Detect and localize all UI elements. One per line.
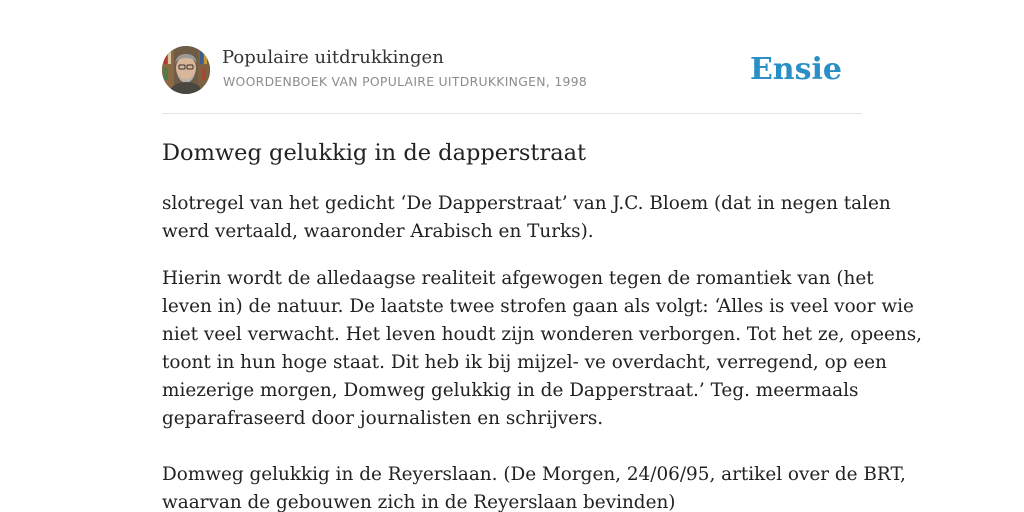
header-divider (162, 113, 862, 114)
entry-paragraph (162, 461, 906, 512)
text-line: miezerige morgen, Domweg gelukkig in de Dapperstraat.’ Teg. meermaals (162, 380, 859, 401)
source-subtitle: WOORDENBOEK VAN POPULAIRE UITDRUKKINGEN, 1998 (223, 74, 588, 89)
text-line: Domweg gelukkig in de Reyerslaan. (De Morgen, 24/06/95, artikel over de BRT, (162, 464, 906, 485)
text-line: werd vertaald, waaronder Arabisch en Turks). (162, 221, 594, 242)
entry-paragraph (162, 265, 923, 433)
entry-paragraph (162, 190, 891, 246)
text-line: waarvan de gebouwen zich in de Reyerslaan bevinden) (162, 492, 676, 512)
text-line: geparafraseerd door journalisten en schrijvers. (162, 408, 604, 429)
text-line: Hierin wordt de alledaagse realiteit afgewogen tegen de romantiek van (het (162, 268, 874, 289)
ensie-logo-link[interactable]: Ensie (749, 52, 842, 87)
author-avatar[interactable] (162, 46, 210, 94)
source-header (162, 46, 862, 98)
entry-body (162, 190, 923, 512)
entry-title: Domweg gelukkig in de dapperstraat (162, 140, 587, 166)
author-portrait-icon (162, 46, 210, 94)
paragraph-gap (162, 452, 862, 461)
source-title[interactable]: Populaire uitdrukkingen (222, 47, 444, 68)
text-line: niet veel verwacht. Het leven houdt zijn wonderen verborgen. Tot het ze, opeens, (162, 324, 923, 345)
text-line: toont in hun hoge staat. Dit heb ik bij mijzel- ve overdacht, verregend, op een (162, 352, 887, 373)
text-line: slotregel van het gedicht ‘De Dapperstraat’ van J.C. Bloem (dat in negen talen (162, 193, 891, 214)
text-line: leven in) de natuur. De laatste twee strofen gaan als volgt: ‘Alles is veel voor wie (162, 296, 914, 317)
